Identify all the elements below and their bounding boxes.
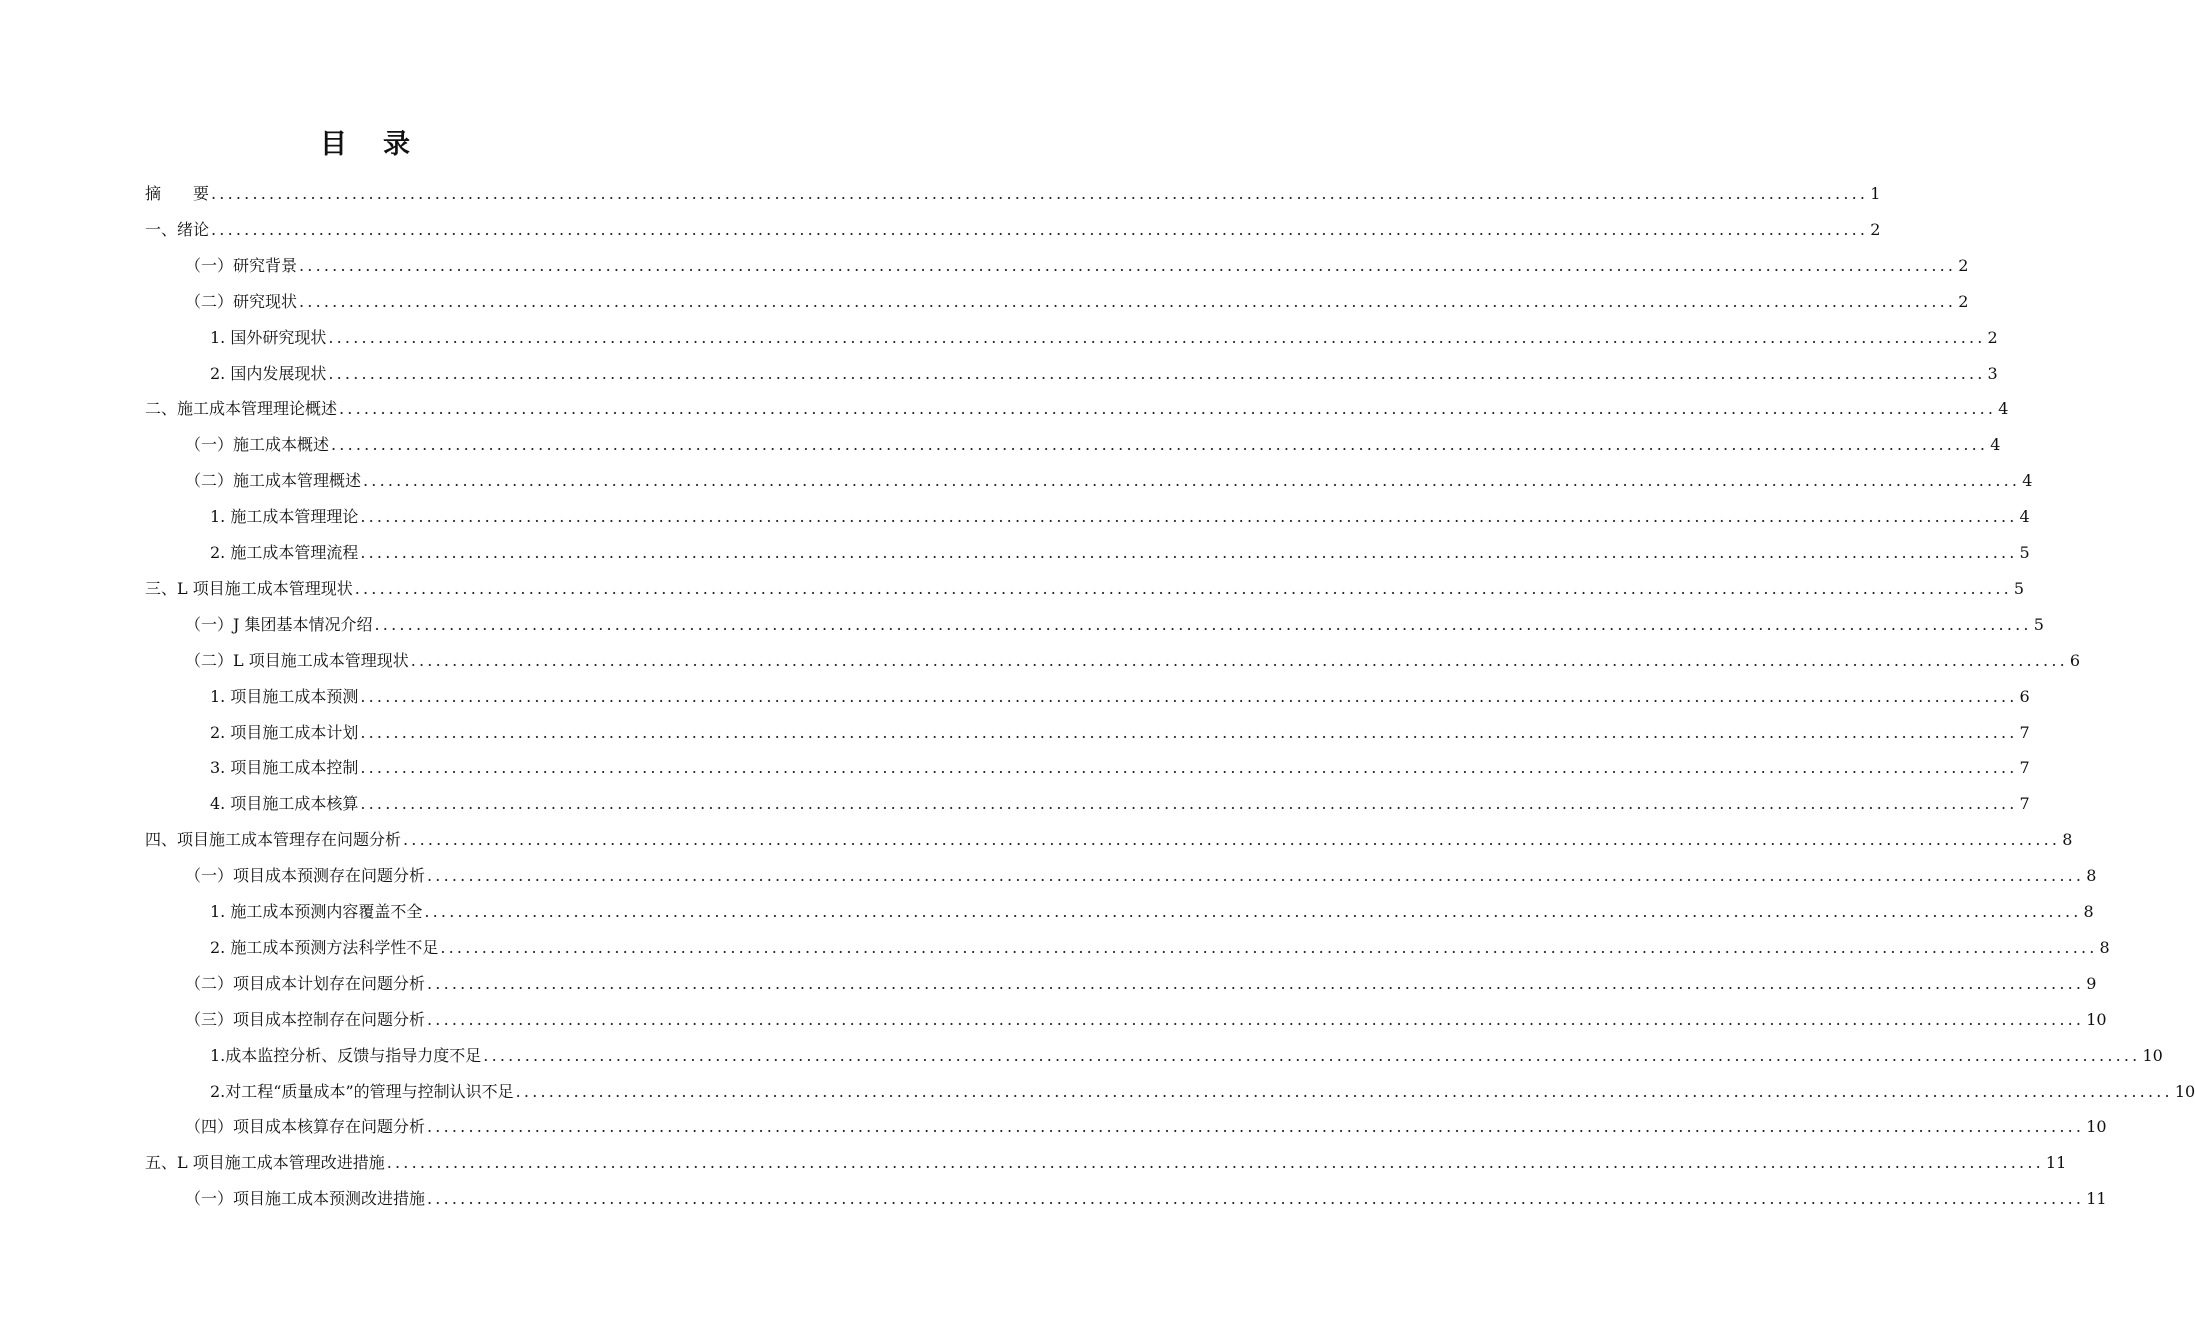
toc-entry-page-number: 8 [2086, 866, 2097, 886]
toc-leader-dots: ........................................................................................................................................................................................................ [410, 650, 2068, 670]
toc-entry-page-number: 11 [2086, 1189, 2107, 1209]
toc-entry-label: 2.对工程“质量成本”的管理与控制认识不足 [210, 1081, 514, 1101]
toc-entry[interactable] [0, 212, 1881, 248]
toc-entry[interactable] [0, 930, 2110, 966]
toc-leader-dots: ........................................................................................................................................................................................................ [427, 1189, 2085, 1209]
toc-entry-label: 1.成本监控分析、反馈与指导力度不足 [210, 1045, 482, 1065]
toc-entry[interactable] [0, 1109, 2107, 1145]
toc-leader-dots: ........................................................................................................................................................................................................ [331, 435, 1989, 455]
toc-leader-dots: ........................................................................................................................................................................................................ [427, 1117, 2085, 1137]
toc-leader-dots: ........................................................................................................................................................................................................ [360, 507, 2018, 527]
toc-entry-page-number: 5 [2013, 578, 2025, 598]
toc-entry-page-number: 8 [2099, 937, 2110, 957]
toc-entry[interactable] [0, 966, 2097, 1002]
toc-leader-dots: ........................................................................................................................................................................................................ [424, 902, 2082, 921]
toc-leader-dots: ........................................................................................................................................................................................................ [360, 686, 2018, 706]
toc-entry-page-number: 4 [2022, 471, 2033, 491]
toc-entry-page-number: 1 [1870, 184, 1881, 203]
toc-leader-dots: ........................................................................................................................................................................................................ [427, 866, 2085, 886]
toc-leader-dots: ........................................................................................................................................................................................................ [363, 471, 2021, 491]
toc-entry[interactable] [0, 679, 2030, 715]
toc-entry-label: 二、施工成本管理理论概述 [145, 399, 338, 419]
toc-entry-label: 2. 国内发展现状 [210, 363, 327, 383]
toc-leader-dots: ........................................................................................................................................................................................................ [515, 1081, 2173, 1101]
toc-entry-label: 1. 施工成本管理理论 [210, 507, 359, 527]
toc-entry[interactable] [0, 176, 1881, 212]
toc-entry-label: 2. 施工成本预测方法科学性不足 [210, 937, 439, 957]
toc-entry[interactable] [0, 715, 2030, 751]
toc-entry[interactable] [0, 535, 2030, 571]
toc-entry-label: 三、L 项目施工成本管理现状 [145, 578, 353, 598]
toc-leader-dots: ........................................................................................................................................................................................................ [374, 614, 2032, 634]
toc-entry-label: 四、项目施工成本管理存在问题分析 [145, 830, 402, 850]
toc-entry-label: （三）项目成本控制存在问题分析 [185, 1009, 426, 1029]
toc-entry-label: （一）项目施工成本预测改进措施 [185, 1189, 426, 1209]
toc-entry-label: 五、L 项目施工成本管理改进措施 [145, 1153, 385, 1173]
toc-entry-label: 摘 要 [145, 184, 210, 203]
toc-entry-page-number: 4 [1998, 399, 2009, 419]
toc-entry-label: 1. 国外研究现状 [210, 327, 327, 347]
toc-entry[interactable] [0, 1145, 2067, 1181]
toc-entry-page-number: 6 [2019, 686, 2030, 706]
toc-entry-page-number: 10 [2142, 1045, 2163, 1065]
toc-entry-label: （一）施工成本概述 [185, 435, 330, 455]
toc-entry-page-number: 11 [2045, 1153, 2067, 1173]
toc-entry-page-number: 6 [2069, 650, 2081, 670]
toc-leader-dots: ........................................................................................................................................................................................................ [427, 973, 2085, 993]
toc-leader-dots: ........................................................................................................................................................................................................ [339, 399, 1997, 419]
toc-entry-label: （四）项目成本核算存在问题分析 [185, 1117, 426, 1137]
toc-entry[interactable] [0, 786, 2030, 822]
toc-entry-page-number: 10 [2086, 1117, 2107, 1137]
toc-entry-page-number: 5 [2019, 543, 2030, 562]
toc-entry[interactable] [0, 1038, 2163, 1074]
toc-entry-label: 2. 项目施工成本计划 [210, 722, 359, 742]
toc-entry[interactable] [0, 607, 2044, 643]
toc-entry[interactable] [0, 499, 2030, 535]
toc-leader-dots: ........................................................................................................................................................................................................ [211, 184, 1869, 203]
toc-entry-page-number: 2 [1958, 255, 1969, 275]
toc-entry[interactable] [0, 571, 2025, 607]
toc-title-char-1: 目 [320, 129, 347, 160]
toc-entry-page-number: 4 [2019, 507, 2030, 527]
toc-leader-dots: ........................................................................................................................................................................................................ [386, 1153, 2044, 1173]
toc-entry-page-number: 8 [2083, 902, 2094, 921]
toc-entry-label: 一、绪论 [145, 219, 210, 239]
toc-leader-dots: ........................................................................................................................................................................................................ [328, 327, 1986, 347]
toc-entry[interactable] [0, 643, 2081, 679]
toc-entry[interactable] [0, 858, 2097, 894]
toc-entry[interactable] [0, 750, 2030, 786]
toc-entry[interactable] [0, 1002, 2107, 1038]
toc-leader-dots: ........................................................................................................................................................................................................ [360, 543, 2018, 562]
toc-entry-page-number: 5 [2033, 614, 2044, 634]
toc-leader-dots: ........................................................................................................................................................................................................ [483, 1045, 2141, 1065]
toc-entry-page-number: 9 [2086, 973, 2097, 993]
toc-leader-dots: ........................................................................................................................................................................................................ [299, 255, 1957, 275]
toc-entry[interactable] [0, 427, 2001, 463]
toc-leader-dots: ........................................................................................................................................................................................................ [360, 794, 2018, 814]
toc-entry-label: （二）L 项目施工成本管理现状 [185, 650, 409, 670]
toc-entry[interactable] [0, 284, 1969, 320]
toc-entry-page-number: 3 [1987, 363, 1998, 383]
toc-entry-label: （二）施工成本管理概述 [185, 471, 362, 491]
toc-entry[interactable] [0, 822, 2073, 858]
toc-entry[interactable] [0, 894, 2094, 930]
toc-entry-label: 2. 施工成本管理流程 [210, 543, 359, 562]
toc-entry-page-number: 7 [2019, 758, 2030, 778]
toc-entry-page-number: 10 [2086, 1009, 2107, 1029]
toc-entry[interactable] [0, 248, 1969, 284]
toc-entry-label: （二）项目成本计划存在问题分析 [185, 973, 426, 993]
toc-leader-dots: ........................................................................................................................................................................................................ [299, 291, 1957, 311]
toc-entry[interactable] [0, 463, 2033, 499]
toc-leader-dots: ........................................................................................................................................................................................................ [440, 937, 2098, 957]
toc-entry-page-number: 4 [1990, 435, 2001, 455]
toc-leader-dots: ........................................................................................................................................................................................................ [328, 363, 1986, 383]
toc-entry[interactable] [0, 1074, 2195, 1110]
toc-entry-label: （一）J 集团基本情况介绍 [185, 614, 373, 634]
toc-entry-page-number: 7 [2019, 722, 2030, 742]
toc-leader-dots: ........................................................................................................................................................................................................ [360, 722, 2018, 742]
toc-entry[interactable] [0, 320, 1998, 356]
toc-leader-dots: ........................................................................................................................................................................................................ [360, 758, 2018, 778]
toc-entry[interactable] [0, 391, 2009, 427]
toc-entry[interactable] [0, 356, 1998, 392]
toc-entry-page-number: 2 [1870, 219, 1881, 239]
toc-title-char-2: 录 [383, 129, 410, 160]
toc-entry-page-number: 2 [1987, 327, 1998, 347]
toc-leader-dots: ........................................................................................................................................................................................................ [211, 219, 1869, 239]
toc-entry-label: 1. 施工成本预测内容覆盖不全 [210, 902, 423, 921]
toc-entry[interactable] [0, 1181, 2107, 1217]
toc-entry-label: （二）研究现状 [185, 291, 298, 311]
toc-entry-page-number: 8 [2062, 830, 2073, 850]
toc-entry-label: （一）研究背景 [185, 255, 298, 275]
toc-leader-dots: ........................................................................................................................................................................................................ [354, 578, 2012, 598]
toc-leader-dots: ........................................................................................................................................................................................................ [427, 1009, 2085, 1029]
toc-entry-page-number: 2 [1958, 291, 1969, 311]
toc-entry-label: 3. 项目施工成本控制 [210, 758, 359, 778]
toc-entry-page-number: 10 [2174, 1081, 2195, 1101]
toc-entry-page-number: 7 [2019, 794, 2030, 814]
toc-leader-dots: ........................................................................................................................................................................................................ [403, 830, 2061, 850]
toc-entry-label: 1. 项目施工成本预测 [210, 686, 359, 706]
toc-entry-label: 4. 项目施工成本核算 [210, 794, 359, 814]
toc-title [0, 122, 730, 161]
toc-entry-label: （一）项目成本预测存在问题分析 [185, 866, 426, 886]
